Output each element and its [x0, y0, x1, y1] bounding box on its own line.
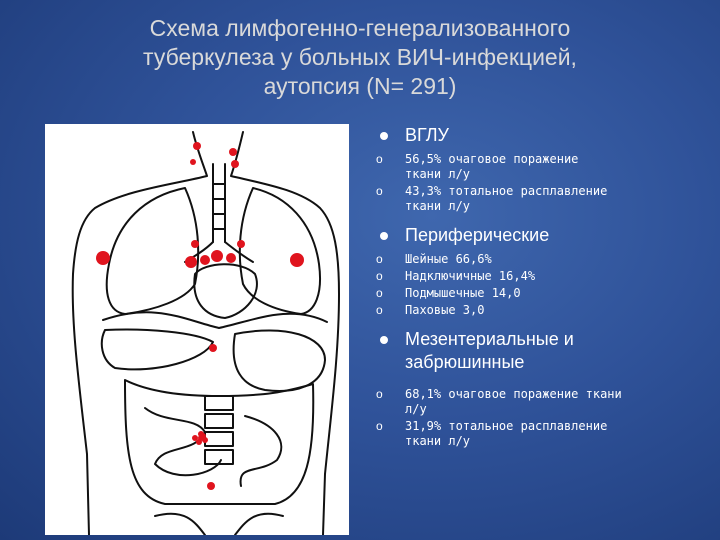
hilar-node-marker — [200, 255, 210, 265]
liver — [102, 330, 213, 370]
bullet-circle: o — [376, 252, 383, 266]
body-schematic-svg — [45, 124, 349, 535]
bullet-dot — [380, 232, 388, 240]
list-item: o 68,1% очаговое поражение ткани л/у — [376, 387, 622, 416]
hilar-node-marker — [226, 253, 236, 263]
section-heading: Мезентериальные и забрюшинные — [360, 328, 715, 374]
bullet-circle: o — [376, 269, 383, 283]
cervical-node-marker — [193, 142, 201, 150]
lung-left — [107, 188, 198, 314]
hilar-node-marker — [211, 250, 223, 262]
cervical-node-marker — [190, 159, 196, 165]
stomach — [234, 330, 325, 391]
axillary-node-marker — [96, 251, 110, 265]
mediastinal-node-marker — [191, 240, 199, 248]
title-line-1: Схема лимфогенно-генерализованного — [149, 15, 571, 41]
cervical-node-marker — [229, 148, 237, 156]
bullet-circle: o — [376, 303, 383, 317]
slide-title — [60, 14, 660, 101]
title-line-3: аутопсия (N= 291) — [263, 73, 457, 99]
list-item: o Подмышечные 14,0 — [376, 286, 521, 300]
mesenteric-node-marker — [209, 344, 217, 352]
lymph-node-body-diagram — [45, 124, 349, 535]
bullet-dot — [380, 132, 388, 140]
inguinal-node-marker — [207, 482, 215, 490]
trachea — [213, 164, 225, 242]
list-item: o Надключичные 16,4% — [376, 269, 536, 283]
hilar-node-marker — [185, 256, 197, 268]
cervical-node-marker — [231, 160, 239, 168]
bullet-circle: o — [376, 419, 383, 433]
list-item: o Шейные 66,6% — [376, 252, 492, 266]
mediastinal-node-marker — [237, 240, 245, 248]
title-line-2: туберкулеза у больных ВИЧ-инфекцией, — [143, 44, 577, 70]
list-item: o Паховые 3,0 — [376, 303, 485, 317]
large-intestine — [125, 380, 313, 504]
section-heading: Периферические — [360, 224, 715, 247]
list-item: o 43,3% тотальное расплавление ткани л/у — [376, 184, 608, 213]
bullet-circle: o — [376, 184, 383, 198]
torso-outline-right — [231, 132, 339, 535]
list-item: o 31,9% тотальное расплавление ткани л/у — [376, 419, 608, 448]
findings-list — [360, 124, 715, 451]
lung-right — [240, 188, 320, 314]
retroperitoneal-node-marker — [196, 439, 202, 445]
bullet-circle: o — [376, 387, 383, 401]
bullet-circle: o — [376, 152, 383, 166]
diaphragm — [103, 312, 327, 328]
bullet-dot — [380, 336, 388, 344]
list-item: o 56,5% очаговое поражение ткани л/у — [376, 152, 579, 181]
bullet-circle: o — [376, 286, 383, 300]
pelvis — [155, 514, 283, 535]
vertebra — [205, 396, 233, 410]
section-heading: ВГЛУ — [360, 124, 715, 147]
retroperitoneal-node-marker — [202, 437, 208, 443]
retroperitoneal-node-marker — [198, 431, 204, 437]
axillary-node-marker — [290, 253, 304, 267]
